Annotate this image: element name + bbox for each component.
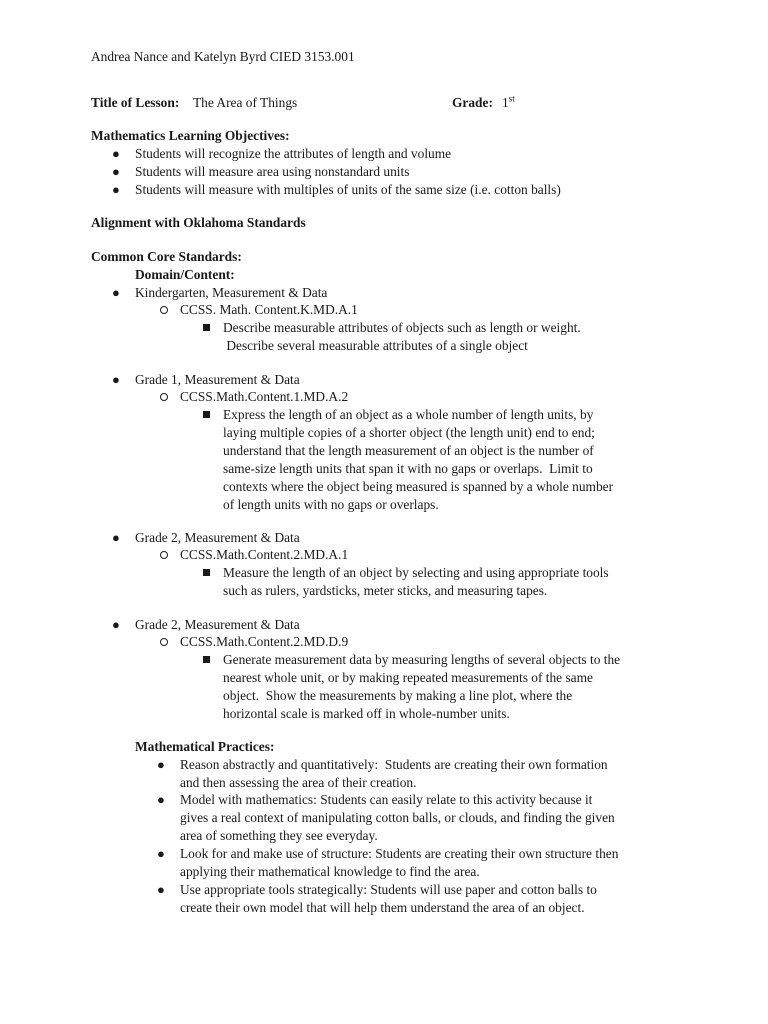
practice-item: Use appropriate tools strategically: Students will use paper and cotton balls to — [180, 882, 597, 897]
standard-code: CCSS. Math. Content.K.MD.A.1 — [180, 302, 358, 317]
practice-item: and then assessing the area of their creation. — [180, 775, 417, 790]
standard-description: such as rulers, yardsticks, meter sticks, and measuring tapes. — [223, 583, 548, 598]
practice-item: gives a real context of manipulating cotton balls, or clouds, and finding the given — [180, 810, 615, 825]
bullet-icon: ● — [112, 164, 120, 179]
square-bullet-icon — [203, 569, 210, 576]
practice-item: create their own model that will help them understand the area of an object. — [180, 900, 585, 915]
objectives-heading: Mathematics Learning Objectives: — [91, 128, 290, 143]
standard-domain: Grade 1, Measurement & Data — [135, 372, 300, 387]
standards-heading: Common Core Standards: — [91, 249, 242, 264]
standard-description: horizontal scale is marked off in whole-number units. — [223, 706, 510, 721]
square-bullet-icon — [203, 324, 210, 331]
square-bullet-icon — [203, 656, 210, 663]
alignment-heading: Alignment with Oklahoma Standards — [91, 215, 306, 230]
authors-line: Andrea Nance and Katelyn Byrd CIED 3153.001 — [91, 49, 355, 64]
circle-bullet-icon — [160, 306, 168, 314]
standard-description: nearest whole unit, or by making repeated measurements of the same — [223, 670, 593, 685]
standard-description: Measure the length of an object by selecting and using appropriate tools — [223, 565, 609, 580]
circle-bullet-icon — [160, 393, 168, 401]
standard-description: contexts where the object being measured is spanned by a whole number — [223, 479, 614, 494]
bullet-icon: ● — [157, 846, 165, 861]
bullet-icon: ● — [112, 182, 120, 197]
standard-description: of length units with no gaps or overlaps. — [223, 497, 439, 512]
objective-item: Students will recognize the attributes of length and volume — [135, 146, 452, 161]
standard-description: laying multiple copies of a shorter object (the length unit) end to end; — [223, 425, 595, 440]
objective-item: Students will measure area using nonstandard units — [135, 164, 410, 179]
standard-code: CCSS.Math.Content.1.MD.A.2 — [180, 389, 349, 404]
standard-description: Generate measurement data by measuring lengths of several objects to the — [223, 652, 621, 667]
grade-superscript: st — [508, 93, 515, 104]
standard-description: object. Show the measurements by making a line plot, where the — [223, 688, 573, 703]
standard-domain: Grade 2, Measurement & Data — [135, 617, 300, 632]
standard-description: Describe several measurable attributes of a single object — [223, 338, 528, 353]
standard-domain: Kindergarten, Measurement & Data — [135, 285, 328, 300]
standard-code: CCSS.Math.Content.2.MD.A.1 — [180, 547, 349, 562]
bullet-icon: ● — [112, 617, 120, 632]
objective-item: Students will measure with multiples of units of the same size (i.e. cotton balls) — [135, 182, 561, 197]
lesson-title: The Area of Things — [193, 95, 298, 110]
bullet-icon: ● — [112, 530, 120, 545]
circle-bullet-icon — [160, 638, 168, 646]
bullet-icon: ● — [112, 372, 120, 387]
practice-item: area of something they see everyday. — [180, 828, 378, 843]
bullet-icon: ● — [157, 757, 165, 772]
bullet-icon: ● — [112, 146, 120, 161]
practice-item: applying their mathematical knowledge to find the area. — [180, 864, 480, 879]
standard-description: same-size length units that span it with no gaps or overlaps. Limit to — [223, 461, 593, 476]
practices-heading: Mathematical Practices: — [135, 739, 275, 754]
standard-description: understand that the length measurement of an object is the number of — [223, 443, 594, 458]
standard-description: Describe measurable attributes of objects such as length or weight. — [223, 320, 581, 335]
practice-item: Look for and make use of structure: Students are creating their own structure then — [180, 846, 619, 861]
practice-item: Reason abstractly and quantitatively: Students are creating their own formation — [180, 757, 608, 772]
practice-item: Model with mathematics: Students can easily relate to this activity because it — [180, 792, 593, 807]
bullet-icon: ● — [157, 792, 165, 807]
square-bullet-icon — [203, 411, 210, 418]
circle-bullet-icon — [160, 551, 168, 559]
title-label: Title of Lesson: — [91, 95, 180, 110]
grade-label: Grade: — [452, 95, 493, 110]
standard-domain: Grade 2, Measurement & Data — [135, 530, 300, 545]
bullet-icon: ● — [157, 882, 165, 897]
standard-code: CCSS.Math.Content.2.MD.D.9 — [180, 634, 349, 649]
standard-description: Express the length of an object as a whole number of length units, by — [223, 407, 594, 422]
bullet-icon: ● — [112, 285, 120, 300]
domain-content-heading: Domain/Content: — [135, 267, 235, 282]
grade-value: 1st — [502, 93, 515, 110]
